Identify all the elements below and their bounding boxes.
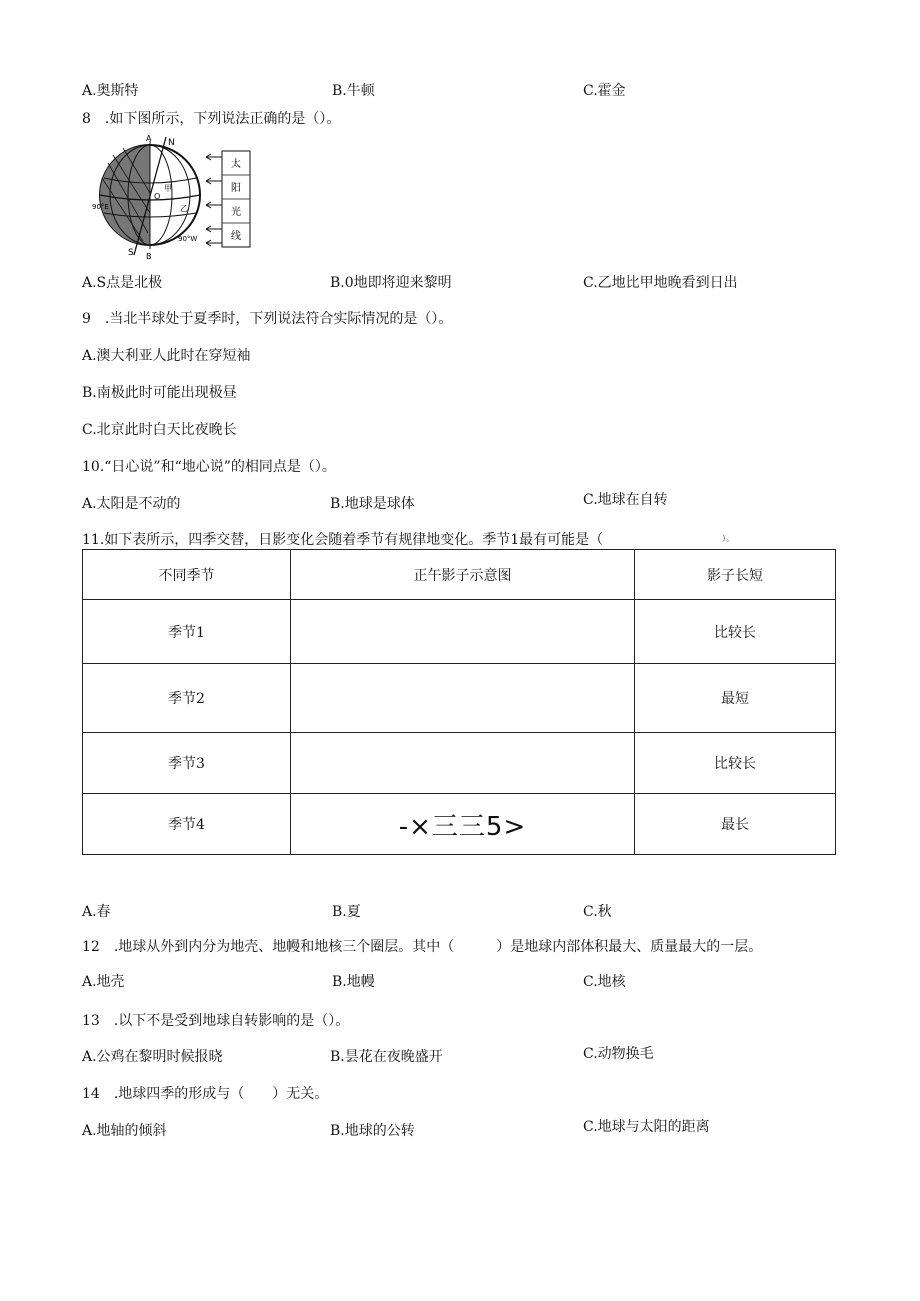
q12-option-b: B.地幔	[332, 974, 375, 990]
q12-option-a: A.地壳	[82, 974, 125, 990]
q11-question: 11.如下表所示，四季交替，日影变化会随着季节有规律地变化。季节1最有可能是（	[82, 532, 604, 548]
lon-label-left: 90°E	[92, 203, 109, 211]
q13-question: 13 .以下不是受到地球自转影响的是（）。	[82, 1013, 350, 1029]
season-shadow-table	[82, 549, 836, 855]
q11-option-b: B.夏	[332, 904, 361, 920]
point-jia-label: 甲	[164, 184, 172, 193]
length-cell: 最长	[635, 794, 836, 855]
q8-option-c: C.乙地比甲地晚看到日出	[583, 275, 738, 291]
diagram-cell	[291, 733, 635, 794]
q10-option-b: B.地球是球体	[330, 496, 415, 512]
q10-option-a: A.太阳是不动的	[82, 496, 181, 512]
sun-label-4: 线	[231, 231, 241, 242]
point-yi-label: 乙	[180, 204, 188, 213]
diagram-cell: -×三三5>	[291, 794, 635, 855]
q7-option-c: C.霍金	[583, 83, 626, 99]
length-cell: 比较长	[635, 600, 836, 664]
q8-option-b: B.0地即将迎来黎明	[330, 275, 452, 291]
south-label: S	[128, 248, 134, 258]
q11-option-a: A.春	[82, 904, 111, 920]
q8-option-a: A.S点是北极	[82, 275, 163, 291]
q14-option-a: A.地轴的倾斜	[82, 1123, 167, 1139]
q9-option-a: A.澳大利亚人此时在穿短袖	[82, 348, 251, 364]
sun-label-1: 太	[231, 159, 241, 170]
point-o-label: O	[154, 192, 161, 201]
north-label: N	[168, 138, 175, 148]
length-cell: 最短	[635, 664, 836, 733]
q13-option-a: A.公鸡在黎明时候报晓	[82, 1049, 223, 1065]
q11-question-tail: ）。	[722, 534, 734, 543]
table-row	[83, 794, 836, 855]
table-row	[83, 664, 836, 733]
season-cell: 季节1	[83, 600, 291, 664]
table-header-diagram: 正午影子示意图	[291, 550, 635, 600]
point-b-label: B	[146, 252, 152, 261]
diagram-cell	[291, 600, 635, 664]
table-header-row	[83, 550, 836, 600]
q14-option-c: C.地球与太阳的距离	[583, 1119, 710, 1135]
table-header-length: 影子长短	[635, 550, 836, 600]
season-cell: 季节4	[83, 794, 291, 855]
q12-option-c: C.地核	[583, 974, 626, 990]
q13-option-c: C.动物换毛	[583, 1046, 654, 1062]
table-row	[83, 733, 836, 794]
q8-question: 8 .如下图所示，下列说法正确的是（）。	[82, 111, 341, 127]
q13-option-b: B.昙花在夜晚盛开	[330, 1049, 443, 1065]
q9-option-b: B.南极此时可能出现极昼	[82, 385, 237, 401]
point-a-label: A	[146, 134, 152, 143]
q14-question: 14 .地球四季的形成与（ ）无关。	[82, 1086, 329, 1102]
earth-illumination-figure	[88, 133, 268, 263]
table-row	[83, 600, 836, 664]
q9-option-c: C.北京此时白天比夜晚长	[82, 422, 237, 438]
q12-question: 12 .地球从外到内分为地壳、地幔和地核三个圈层。其中（ ）是地球内部体积最大、质量最大的一层。	[82, 939, 763, 955]
q7-option-a: A.奥斯特	[82, 83, 139, 99]
q10-option-c: C.地球在自转	[583, 492, 668, 508]
sun-label-3: 光	[231, 207, 241, 218]
q11-option-c: C.秋	[583, 904, 612, 920]
sun-label-2: 阳	[231, 183, 241, 194]
q14-option-b: B.地球的公转	[330, 1123, 415, 1139]
earth-globe-diagram	[88, 133, 268, 263]
diagram-cell	[291, 664, 635, 733]
length-cell: 比较长	[635, 733, 836, 794]
q7-option-b: B.牛顿	[332, 83, 375, 99]
table-header-season: 不同季节	[83, 550, 291, 600]
q10-question: 10.“日心说”和“地心说”的相同点是（）。	[82, 459, 336, 475]
season-cell: 季节3	[83, 733, 291, 794]
lon-label-right: 90°W	[178, 235, 198, 243]
q9-question: 9 .当北半球处于夏季时，下列说法符合实际情况的是（）。	[82, 311, 453, 327]
season-cell: 季节2	[83, 664, 291, 733]
